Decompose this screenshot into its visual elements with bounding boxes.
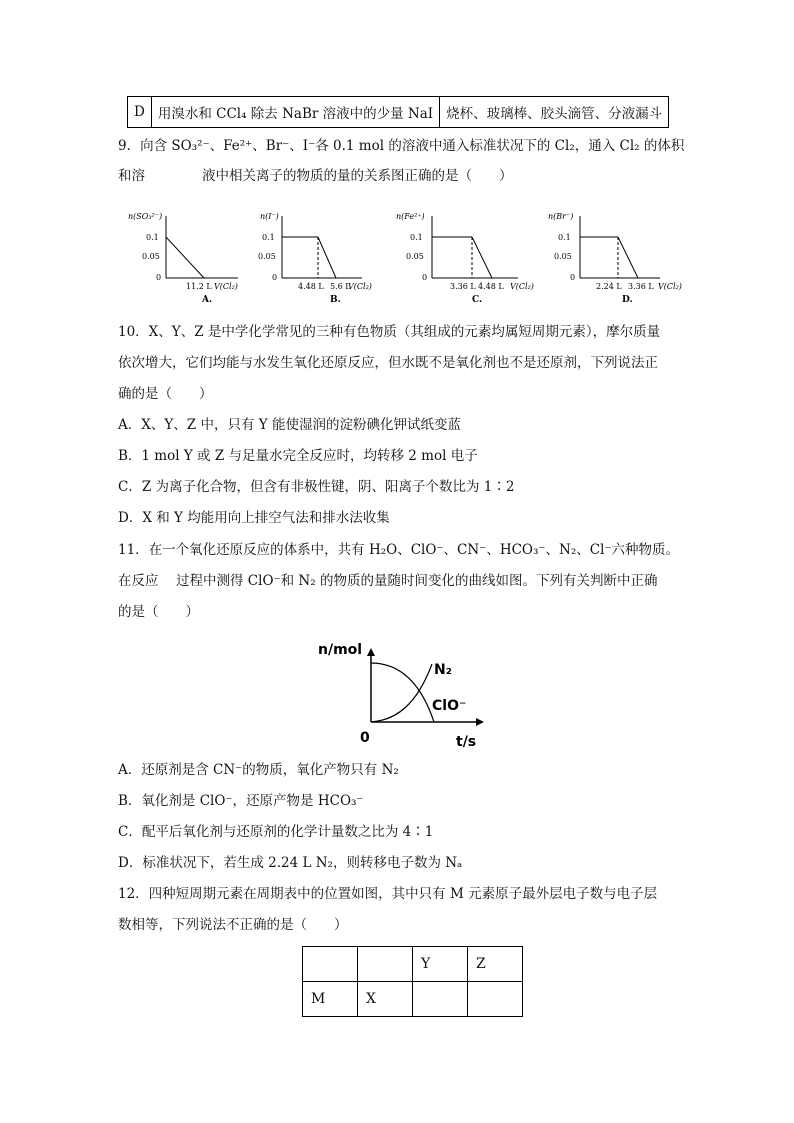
- clo-label: ClO⁻: [432, 698, 467, 714]
- experiment-table: [127, 96, 669, 128]
- ylabel: n(Fe²⁺): [396, 212, 425, 221]
- q11-stem-line2b: 过程中测得 ClO⁻和 N₂ 的物质的量随时间变化的曲线如图。下列有关判断中正确: [176, 573, 658, 589]
- row-equipment: 烧杯、玻璃棒、胶头滴管、分液漏斗: [440, 97, 669, 128]
- origin-label: 0: [156, 273, 162, 282]
- x-tick: 4.48 L: [298, 282, 324, 291]
- table-cell: [413, 982, 468, 1017]
- q10-stem-line1: 10．X、Y、Z 是中学化学常见的三种有色物质（其组成的元素均属短周期元素），摩尔质量: [118, 324, 661, 340]
- option-letter: D.: [622, 295, 633, 305]
- xlabel: V(Cl₂): [510, 282, 534, 291]
- q11-option-a: A．还原剂是含 CN⁻的物质，氧化产物只有 N₂: [118, 762, 399, 778]
- x-tick: 5.6 L: [330, 282, 351, 291]
- q10-option-b: B．1 mol Y 或 Z 与足量水完全反应时，均转移 2 mol 电子: [118, 448, 478, 464]
- y-tick-01: 0.1: [558, 233, 571, 242]
- ylabel: n(I⁻): [260, 212, 279, 221]
- row-label: D: [128, 97, 152, 128]
- origin-label: 0: [272, 273, 278, 282]
- y-tick-01: 0.1: [262, 233, 275, 242]
- x-tick: 11.2 L: [186, 282, 212, 291]
- ylabel: n/mol: [318, 642, 363, 658]
- q11-stem-line2a: 在反应: [118, 573, 159, 589]
- table-cell: X: [358, 982, 413, 1017]
- x-tick: 3.36 L: [628, 282, 654, 291]
- table-cell: Z: [468, 947, 523, 982]
- option-letter: B.: [330, 295, 341, 305]
- option-letter: C.: [472, 295, 483, 305]
- y-tick-005: 0.05: [554, 252, 572, 261]
- table-cell: [303, 947, 358, 982]
- q10-option-c: C．Z 为离子化合物，但含有非极性键，阴、阳离子个数比为 1∶2: [118, 479, 515, 495]
- q11-stem-line1: 11．在一个氧化还原反应的体系中，共有 H₂O、ClO⁻、CN⁻、HCO₃⁻、N₂、Cl⁻六种物质。: [118, 542, 680, 558]
- q11-option-c: C．配平后氧化剂与还原剂的化学计量数之比为 4∶1: [118, 824, 434, 840]
- q9-stem-line1: 9．向含 SO₃²⁻、Fe²⁺、Br⁻、I⁻各 0.1 mol 的溶液中通入标准状况下的 Cl₂，通入 Cl₂ 的体积: [118, 138, 685, 154]
- x-tick: 3.36 L: [450, 282, 476, 291]
- table-cell: Y: [413, 947, 468, 982]
- origin-label: 0: [360, 730, 370, 746]
- xlabel: V(Cl₂): [348, 282, 372, 291]
- q11-option-b: B．氧化剂是 ClO⁻，还原产物是 HCO₃⁻: [118, 793, 364, 809]
- q9-graph-d: [544, 206, 696, 308]
- q9-graph-a: [126, 206, 244, 308]
- table-cell: [358, 947, 413, 982]
- q9-stem-line2a: 和溶: [118, 168, 145, 184]
- table-row: [128, 97, 669, 128]
- table-row: [303, 982, 523, 1017]
- xlabel: t/s: [456, 734, 477, 750]
- y-tick-005: 0.05: [258, 252, 276, 261]
- xlabel: V(Cl₂): [658, 282, 682, 291]
- q9-graph-b: [254, 206, 372, 308]
- ylabel: n(Br⁻): [548, 212, 574, 221]
- q12-stem-line2: 数相等，下列说法不正确的是（ ）: [118, 917, 348, 933]
- origin-label: 0: [570, 273, 576, 282]
- table-cell: M: [303, 982, 358, 1017]
- option-letter: A.: [202, 295, 213, 305]
- q11-option-d: D．标准状况下，若生成 2.24 L N₂，则转移电子数为 Nₐ: [118, 855, 463, 871]
- row-task: 用溴水和 CCl₄ 除去 NaBr 溶液中的少量 NaI: [151, 97, 439, 128]
- q9-stem-line2b: 液中相关离子的物质的量的关系图正确的是（ ）: [202, 168, 513, 184]
- ylabel: n(SO₃²⁻): [128, 212, 163, 221]
- q10-stem-line3: 确的是（ ）: [118, 386, 213, 402]
- q11-graph: [312, 634, 508, 754]
- origin-label: 0: [422, 273, 428, 282]
- q11-stem-line3: 的是（ ）: [118, 604, 199, 620]
- y-tick-005: 0.05: [142, 252, 160, 261]
- table-cell: [468, 982, 523, 1017]
- q10-option-d: D．X 和 Y 均能用向上排空气法和排水法收集: [118, 510, 390, 526]
- q10-option-a: A．X、Y、Z 中，只有 Y 能使湿润的淀粉碘化钾试纸变蓝: [118, 417, 461, 433]
- x-tick: 4.48 L: [478, 282, 504, 291]
- clo-curve: [371, 663, 434, 722]
- y-tick-01: 0.1: [410, 233, 423, 242]
- x-tick: 2.24 L: [596, 282, 622, 291]
- q9-graph-c: [392, 206, 548, 308]
- y-tick-005: 0.05: [406, 252, 424, 261]
- xlabel: V(Cl₂): [214, 282, 238, 291]
- y-tick-01: 0.1: [146, 233, 159, 242]
- q12-stem-line1: 12．四种短周期元素在周期表中的位置如图，其中只有 M 元素原子最外层电子数与电子层: [118, 886, 658, 902]
- n2-label: N₂: [434, 662, 452, 678]
- periodic-table-fragment: [302, 946, 523, 1017]
- table-row: [303, 947, 523, 982]
- q10-stem-line2: 依次增大，它们均能与水发生氧化还原反应，但水既不是氧化剂也不是还原剂，下列说法正: [118, 355, 658, 371]
